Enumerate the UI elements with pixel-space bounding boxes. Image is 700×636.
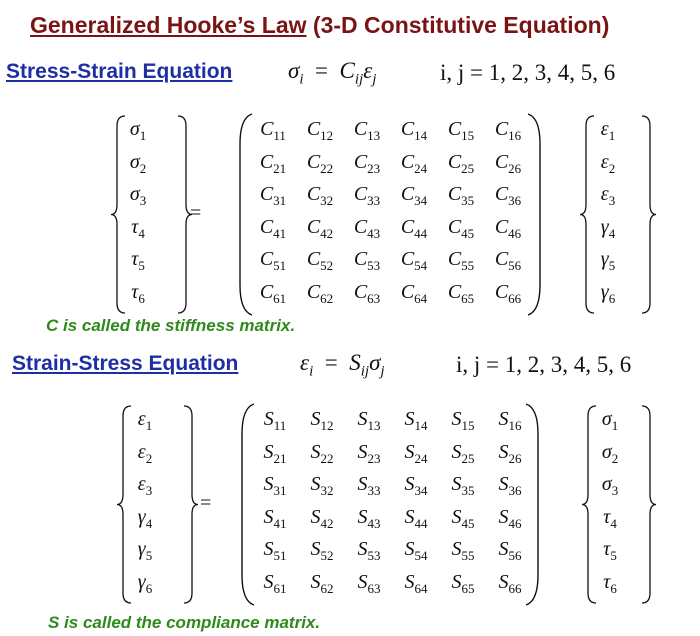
matrix-cell: $C_{54}$ bbox=[400, 248, 428, 273]
equals-sign: = bbox=[200, 491, 212, 514]
matrix-cell: $S_{52}$ bbox=[310, 538, 334, 563]
matrix-cell: $C_{66}$ bbox=[494, 280, 522, 306]
matrix-cell: $S_{12}$ bbox=[310, 408, 334, 433]
matrix-cell: $C_{34}$ bbox=[400, 183, 428, 208]
matrix-cell: $S_{62}$ bbox=[310, 570, 334, 596]
matrix-cell: $S_{25}$ bbox=[451, 440, 475, 466]
right-vector-entry: $\gamma_5$ bbox=[600, 248, 616, 273]
matrix-cell: $C_{11}$ bbox=[260, 118, 286, 143]
left-vector-entry: $\sigma_2$ bbox=[129, 150, 147, 176]
matrix-cell: $C_{14}$ bbox=[400, 118, 428, 143]
matrix-cell: $C_{35}$ bbox=[447, 183, 475, 208]
matrix-cell: $S_{54}$ bbox=[404, 538, 428, 563]
matrix-cell: $S_{43}$ bbox=[357, 505, 381, 531]
right-vector-open-brace bbox=[580, 116, 600, 313]
matrix-cell: $S_{42}$ bbox=[310, 505, 334, 531]
stress-strain-heading: Stress-Strain Equation bbox=[6, 60, 233, 83]
matrix-cell: $C_{61}$ bbox=[259, 280, 287, 306]
compliance-note: S is called the compliance matrix. bbox=[48, 613, 321, 632]
matrix-cell: $S_{46}$ bbox=[498, 505, 522, 531]
matrix-cell: $C_{25}$ bbox=[447, 150, 475, 176]
title-main: Generalized Hooke’s Law bbox=[30, 12, 307, 38]
matrix-cell: $C_{24}$ bbox=[400, 150, 428, 176]
matrix-cell: $S_{41}$ bbox=[263, 505, 287, 531]
matrix-cell: $S_{11}$ bbox=[263, 408, 287, 433]
matrix-cell: $C_{55}$ bbox=[447, 248, 475, 273]
matrix-cell: $C_{63}$ bbox=[353, 280, 381, 306]
matrix-cell: $S_{14}$ bbox=[404, 408, 428, 433]
right-vector-open-brace bbox=[582, 406, 602, 603]
left-vector-entry: $\sigma_1$ bbox=[129, 118, 147, 143]
left-vector-entry: $\tau_4$ bbox=[131, 215, 145, 241]
title-sub: (3-D Constitutive Equation) bbox=[312, 12, 610, 38]
matrix-cell: $S_{26}$ bbox=[498, 440, 522, 466]
matrix-cell: $C_{62}$ bbox=[306, 280, 334, 306]
matrix-cell: $C_{65}$ bbox=[447, 280, 475, 306]
right-vector-close-brace bbox=[640, 406, 660, 603]
strain-stress-heading: Strain-Stress Equation bbox=[12, 352, 239, 375]
matrix-cell: $C_{51}$ bbox=[259, 248, 287, 273]
right-vector-entry: $\varepsilon_2$ bbox=[600, 150, 616, 176]
strain-stress-equation: $\varepsilon_i = S_{ij}\sigma_j$ bbox=[300, 350, 385, 380]
matrix-cell: $S_{13}$ bbox=[357, 408, 381, 433]
matrix-cell: $S_{36}$ bbox=[498, 473, 522, 498]
matrix-cell: $S_{66}$ bbox=[498, 570, 522, 596]
right-vector-entry: $\sigma_3$ bbox=[601, 473, 619, 498]
matrix-cell: $S_{15}$ bbox=[451, 408, 475, 433]
stress-strain-equation: $\sigma_i = C_{ij}\varepsilon_j$ bbox=[288, 58, 377, 88]
matrix-cell: $S_{34}$ bbox=[404, 473, 428, 498]
matrix-cell: $C_{46}$ bbox=[494, 215, 522, 241]
matrix-cell: $S_{65}$ bbox=[451, 570, 475, 596]
strain-stress-indices: i, j = 1, 2, 3, 4, 5, 6 bbox=[456, 352, 632, 377]
matrix-cell: $C_{13}$ bbox=[353, 118, 381, 143]
matrix-cell: $C_{33}$ bbox=[353, 183, 381, 208]
matrix-cell: $S_{44}$ bbox=[404, 505, 428, 531]
left-vector-entry: $\varepsilon_2$ bbox=[137, 440, 153, 466]
left-vector-open-brace bbox=[117, 406, 137, 603]
equals-sign: = bbox=[190, 201, 202, 224]
matrix-cell: $C_{56}$ bbox=[494, 248, 522, 273]
matrix-cell: $S_{23}$ bbox=[357, 440, 381, 466]
right-vector-close-brace bbox=[640, 116, 660, 313]
stress-strain-indices: i, j = 1, 2, 3, 4, 5, 6 bbox=[440, 60, 616, 85]
right-vector-entry: $\tau_5$ bbox=[603, 538, 617, 563]
right-vector-entry: $\sigma_1$ bbox=[601, 408, 619, 433]
left-vector-entry: $\varepsilon_1$ bbox=[137, 408, 153, 433]
matrix-cell: $C_{43}$ bbox=[353, 215, 381, 241]
left-vector-entry: $\tau_5$ bbox=[131, 248, 145, 273]
matrix-cell: $S_{63}$ bbox=[357, 570, 381, 596]
matrix-cell: $S_{31}$ bbox=[263, 473, 287, 498]
page-title bbox=[30, 12, 609, 39]
matrix-cell: $C_{41}$ bbox=[259, 215, 287, 241]
matrix-cell: $C_{32}$ bbox=[306, 183, 334, 208]
matrix-cell: $C_{36}$ bbox=[494, 183, 522, 208]
matrix-cell: $C_{22}$ bbox=[306, 150, 334, 176]
matrix-cell: $C_{42}$ bbox=[306, 215, 334, 241]
matrix-cell: $S_{22}$ bbox=[310, 440, 334, 466]
matrix-cell: $S_{55}$ bbox=[451, 538, 475, 563]
matrix-cell: $S_{45}$ bbox=[451, 505, 475, 531]
left-vector-close-brace bbox=[182, 406, 202, 603]
matrix-cell: $S_{61}$ bbox=[263, 570, 287, 596]
matrix-cell: $S_{33}$ bbox=[357, 473, 381, 498]
matrix-cell: $C_{52}$ bbox=[306, 248, 334, 273]
right-vector-entry: $\sigma_2$ bbox=[601, 440, 619, 466]
matrix-cell: $C_{21}$ bbox=[259, 150, 287, 176]
matrix-cell: $S_{53}$ bbox=[357, 538, 381, 563]
matrix-cell: $S_{35}$ bbox=[451, 473, 475, 498]
right-vector-entry: $\tau_4$ bbox=[603, 505, 617, 531]
right-vector-entry: $\tau_6$ bbox=[603, 570, 617, 596]
matrix-cell: $S_{24}$ bbox=[404, 440, 428, 466]
matrix-cell: $S_{56}$ bbox=[498, 538, 522, 563]
left-vector-entry: $\tau_6$ bbox=[131, 280, 145, 306]
matrix-cell: $C_{23}$ bbox=[353, 150, 381, 176]
matrix-cell: $S_{32}$ bbox=[310, 473, 334, 498]
matrix-cell: $C_{15}$ bbox=[447, 118, 475, 143]
matrix-cell: $C_{44}$ bbox=[400, 215, 428, 241]
matrix-cell: $C_{16}$ bbox=[494, 118, 522, 143]
right-vector-entry: $\varepsilon_1$ bbox=[600, 118, 616, 143]
matrix-cell: $C_{45}$ bbox=[447, 215, 475, 241]
left-vector-entry: $\gamma_5$ bbox=[137, 538, 153, 563]
left-vector-entry: $\sigma_3$ bbox=[129, 183, 147, 208]
matrix-cell: $S_{16}$ bbox=[498, 408, 522, 433]
matrix-cell: $C_{26}$ bbox=[494, 150, 522, 176]
right-vector-entry: $\gamma_6$ bbox=[600, 280, 616, 306]
matrix-cell: $S_{51}$ bbox=[263, 538, 287, 563]
right-vector-entry: $\varepsilon_3$ bbox=[600, 183, 616, 208]
right-vector-entry: $\gamma_4$ bbox=[600, 215, 616, 241]
matrix-cell: $S_{21}$ bbox=[263, 440, 287, 466]
left-vector-open-brace bbox=[111, 116, 131, 313]
matrix-cell: $C_{31}$ bbox=[259, 183, 287, 208]
left-vector-entry: $\gamma_6$ bbox=[137, 570, 153, 596]
matrix-cell: $C_{64}$ bbox=[400, 280, 428, 306]
left-vector-entry: $\varepsilon_3$ bbox=[137, 473, 153, 498]
matrix-cell: $C_{12}$ bbox=[306, 118, 334, 143]
matrix-cell: $C_{53}$ bbox=[353, 248, 381, 273]
left-vector-entry: $\gamma_4$ bbox=[137, 505, 153, 531]
stiffness-note: C is called the stiffness matrix. bbox=[46, 316, 296, 335]
matrix-cell: $S_{64}$ bbox=[404, 570, 428, 596]
